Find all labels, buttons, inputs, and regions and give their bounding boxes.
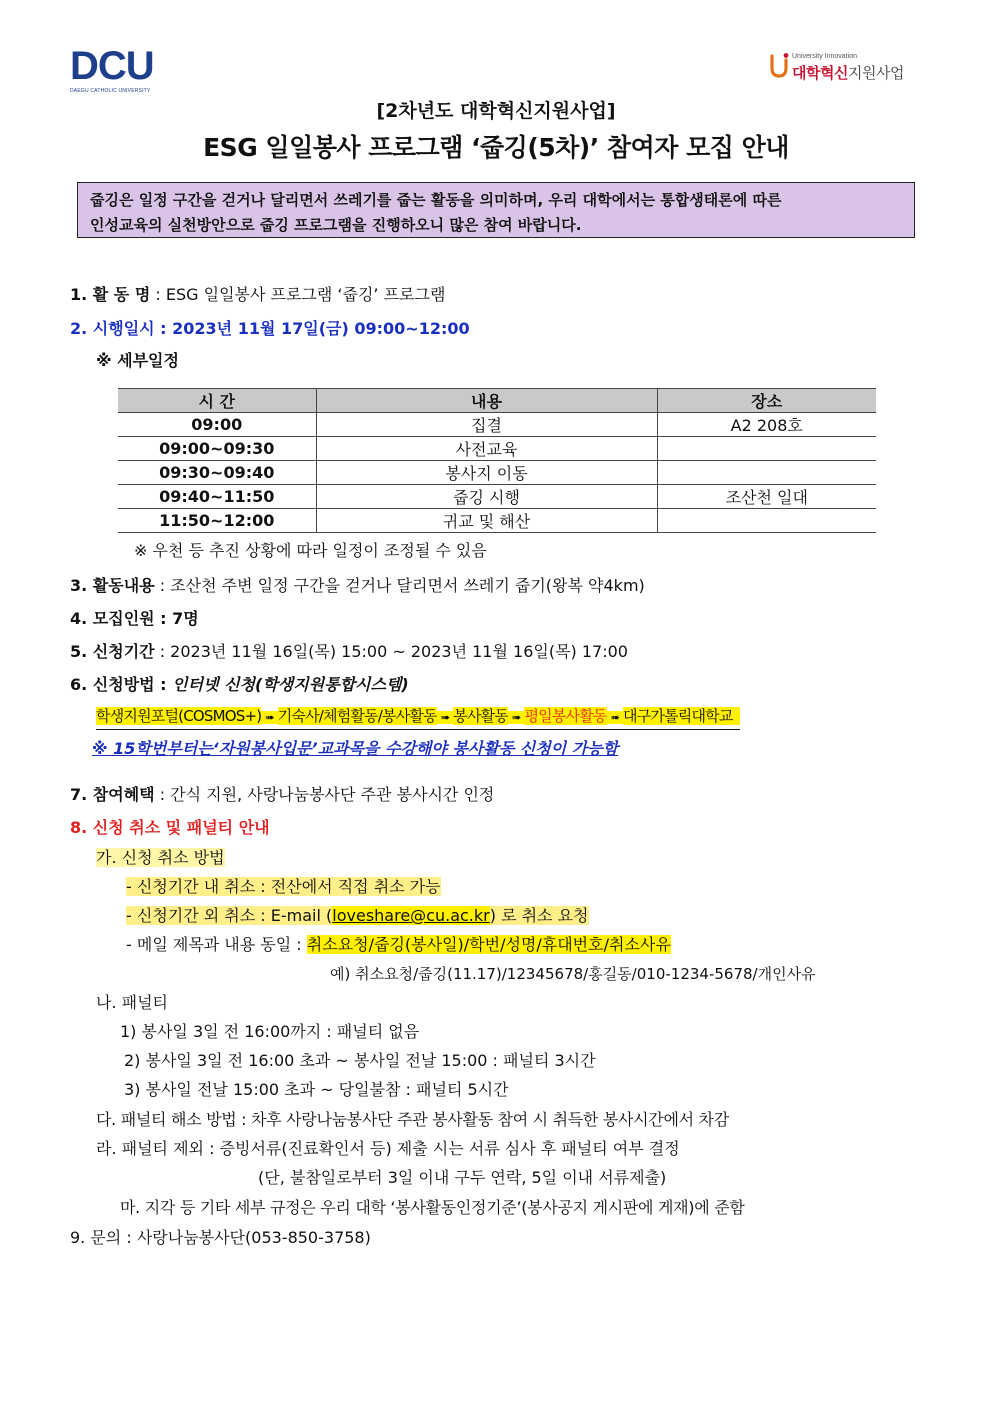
cancel-outside-period-pre: - 신청기간 외 취소 : E-mail ( [126, 906, 333, 925]
item-recruit-count-value: : 7명 [154, 609, 199, 628]
ui-logo-small-text: University Innovation [792, 53, 857, 60]
table-row [118, 509, 876, 533]
university-innovation-mark-icon [768, 52, 790, 80]
cell-place [657, 437, 876, 461]
mail-format-pre: - 메일 제목과 내용 동일 : [126, 935, 307, 954]
ui-logo-red-text: 대학혁신 [792, 64, 848, 82]
intro-box [77, 182, 915, 238]
penalty-exemption: 라. 패널티 제외 : 증빙서류(진료확인서 등) 제출 시는 서류 심사 후 패널티 여부 결정 [96, 1139, 680, 1158]
cancel-outside-period-post: ) 로 취소 요청 [489, 906, 589, 925]
cancel-method-heading-text: 가. 신청 취소 방법 [96, 848, 225, 867]
penalty-resolution: 다. 패널티 해소 방법 : 차후 사랑나눔봉사단 주관 봉사활동 참여 시 취득한 봉사시간에서 차감 [96, 1110, 729, 1129]
path-step: 기숙사/체험활동/봉사활동 [277, 707, 437, 725]
mail-format-template: 취소요청/줍깅(봉사일)/학번/성명/휴대번호/취소사유 [306, 935, 671, 954]
item-benefits [70, 784, 494, 806]
cell-content: 줍깅 시행 [316, 485, 657, 509]
item-activity-content-value: : 조산천 주변 일정 구간을 걷거나 달리면서 쓰레기 줍기(왕복 약4km) [154, 576, 645, 595]
cell-time: 09:00 [118, 413, 316, 437]
cancel-method-heading [96, 847, 225, 869]
cancel-within-period [126, 876, 441, 898]
cancel-within-period-text: - 신청기간 내 취소 : 전산에서 직접 취소 가능 [126, 877, 441, 896]
item-schedule-date-label: 2. 시행일시 [70, 319, 155, 338]
penalty-exemption-condition: (단, 불참일로부터 3일 이내 구두 연락, 5일 이내 서류제출) [258, 1168, 667, 1187]
detail-schedule-heading: ※ 세부일정 [96, 351, 179, 370]
schedule-table-header [118, 389, 876, 413]
arrow-right-icon: ➠ [508, 711, 524, 724]
application-path [96, 705, 740, 730]
item-activity-content [70, 575, 645, 597]
column-header-content: 내용 [316, 389, 657, 413]
document-supertitle: [2차년도 대학혁신지원사업] [376, 100, 616, 122]
column-header-time: 시 간 [118, 389, 316, 413]
arrow-right-icon: ➠ [607, 711, 623, 724]
course-requirement-note: ※ 15학번부터는‘자원봉사입문’교과목을 수강해야 봉사활동 신청이 가능함 [92, 739, 619, 758]
contact-info: 9. 문의 : 사랑나눔봉사단(053-850-3758) [70, 1228, 371, 1247]
item-application-method-label: 6. 신청방법 [70, 675, 155, 694]
cell-content: 귀교 및 해산 [316, 509, 657, 533]
column-header-place: 장소 [657, 389, 876, 413]
intro-line-1: 줍깅은 일정 구간을 걷거나 달리면서 쓰레기를 줍는 활동을 의미하며, 우리 대학에서는 통합생태론에 따른 [90, 191, 782, 209]
other-rules: 마. 지각 등 기타 세부 규정은 우리 대학 ‘봉사활동인정기준’(봉사공지 게시판에 게재)에 준함 [120, 1198, 745, 1217]
table-row [118, 485, 876, 509]
ui-logo-main-text [792, 62, 904, 83]
path-step-highlight: 평일봉사활동 [524, 707, 607, 725]
penalty-rule-1: 1) 봉사일 3일 전 16:00까지 : 패널티 없음 [120, 1022, 420, 1041]
table-row [118, 437, 876, 461]
penalty-heading: 나. 패널티 [96, 993, 168, 1012]
item-activity-name-value: : ESG 일일봉사 프로그램 ‘줍깅’ 프로그램 [150, 285, 446, 304]
arrow-right-icon: ➠ [261, 711, 277, 724]
cancel-outside-period [126, 905, 589, 927]
item-activity-name [70, 284, 445, 306]
cell-place [657, 461, 876, 485]
path-step: 대구가톨릭대학교 [623, 707, 733, 725]
item-application-period [70, 641, 628, 663]
cell-content: 봉사지 이동 [316, 461, 657, 485]
item-activity-content-label: 3. 활동내용 [70, 576, 155, 595]
intro-line-2: 인성교육의 실천방안으로 줍깅 프로그램을 진행하오니 많은 참여 바랍니다. [90, 216, 582, 234]
dcu-logo [70, 46, 154, 92]
item-schedule-date-value: : 2023년 11월 17일(금) 09:00~12:00 [154, 319, 470, 338]
document-title: ESG 일일봉사 프로그램 ‘줍깅(5차)’ 참여자 모집 안내 [203, 133, 789, 162]
item-benefits-value: : 간식 지원, 사랑나눔봉사단 주관 봉사시간 인정 [154, 785, 495, 804]
cell-content: 사전교육 [316, 437, 657, 461]
cell-place: 조산천 일대 [657, 485, 876, 509]
contact-email-link[interactable]: loveshare@cu.ac.kr [332, 906, 490, 925]
mail-format [126, 934, 671, 956]
schedule-note: ※ 우천 등 추진 상황에 따라 일정이 조정될 수 있음 [134, 541, 487, 560]
path-step: 학생지원포털(COSMOS+) [96, 707, 262, 725]
dcu-logo-text: DCU [70, 44, 154, 88]
cell-time: 09:00~09:30 [118, 437, 316, 461]
item-recruit-count [70, 608, 199, 630]
penalty-rule-2: 2) 봉사일 3일 전 16:00 초과 ~ 봉사일 전날 15:00 : 패널티 3시간 [124, 1051, 596, 1070]
item-application-period-label: 5. 신청기간 [70, 642, 155, 661]
table-row [118, 461, 876, 485]
dcu-logo-subtext: DAEGU CATHOLIC UNIVERSITY [70, 88, 151, 94]
cell-place: A2 208호 [657, 413, 876, 437]
arrow-right-icon: ➠ [437, 711, 453, 724]
cell-content: 집결 [316, 413, 657, 437]
schedule-table [118, 388, 876, 533]
item-activity-name-label: 1. 활 동 명 [70, 285, 151, 304]
path-step: 봉사활동 [453, 707, 509, 725]
item-application-method-value: 인터넷 신청(학생지원통합시스템) [172, 675, 409, 694]
cell-time: 09:40~11:50 [118, 485, 316, 509]
penalty-rule-3: 3) 봉사일 전날 15:00 초과 ~ 당일불참 : 패널티 5시간 [124, 1080, 509, 1099]
cell-time: 11:50~12:00 [118, 509, 316, 533]
university-innovation-logo [768, 50, 928, 86]
item-application-period-value: : 2023년 11월 16일(목) 15:00 ~ 2023년 11월 16일(목) 17:00 [154, 642, 628, 661]
cell-time: 09:30~09:40 [118, 461, 316, 485]
mail-format-example: 예) 취소요청/줍깅(11.17)/12345678/홍길동/010-1234-5678/개인사유 [330, 965, 816, 983]
table-row [118, 413, 876, 437]
item-schedule-date [70, 318, 470, 340]
cell-place [657, 509, 876, 533]
item-benefits-label: 7. 참여혜택 [70, 785, 155, 804]
item-cancel-penalty-heading: 8. 신청 취소 및 패널티 안내 [70, 818, 270, 837]
ui-logo-gray-text: 지원사업 [847, 64, 904, 82]
item-recruit-count-label: 4. 모집인원 [70, 609, 155, 628]
item-application-method: 6. 신청방법 : 인터넷 신청(학생지원통합시스템) [70, 675, 409, 694]
